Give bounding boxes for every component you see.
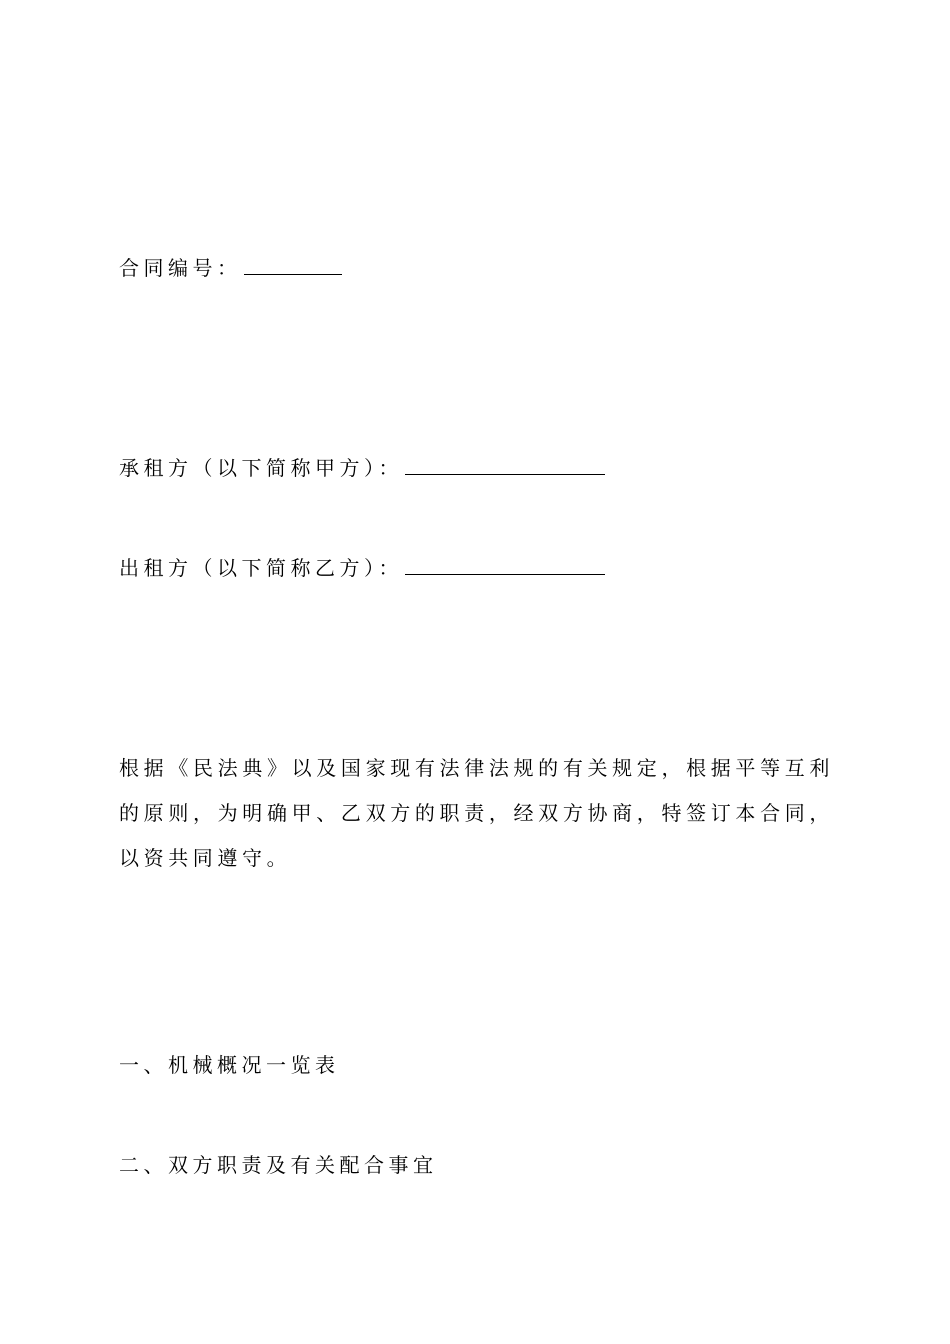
lessor-line <box>119 558 605 578</box>
lessor-blank[interactable] <box>405 574 605 575</box>
section-2-heading: 二、双方职责及有关配合事宜 <box>119 1153 438 1177</box>
intro-paragraph: 根据《民法典》以及国家现有法律法规的有关规定，根据平等互利的原则，为明确甲、乙双方的职责，经双方协商，特签订本合同，以资共同遵守。 <box>119 756 834 870</box>
contract-number-label: 合同编号： <box>119 256 242 280</box>
lessee-blank[interactable] <box>405 474 605 475</box>
lessor-label: 出租方（以下简称乙方）： <box>119 556 403 580</box>
section-1-heading: 一、机械概况一览表 <box>119 1053 340 1077</box>
contract-number-blank[interactable] <box>244 274 342 275</box>
lessee-line <box>119 458 605 478</box>
contract-number-line <box>119 258 342 278</box>
lessee-label: 承租方（以下简称甲方）： <box>119 456 403 480</box>
